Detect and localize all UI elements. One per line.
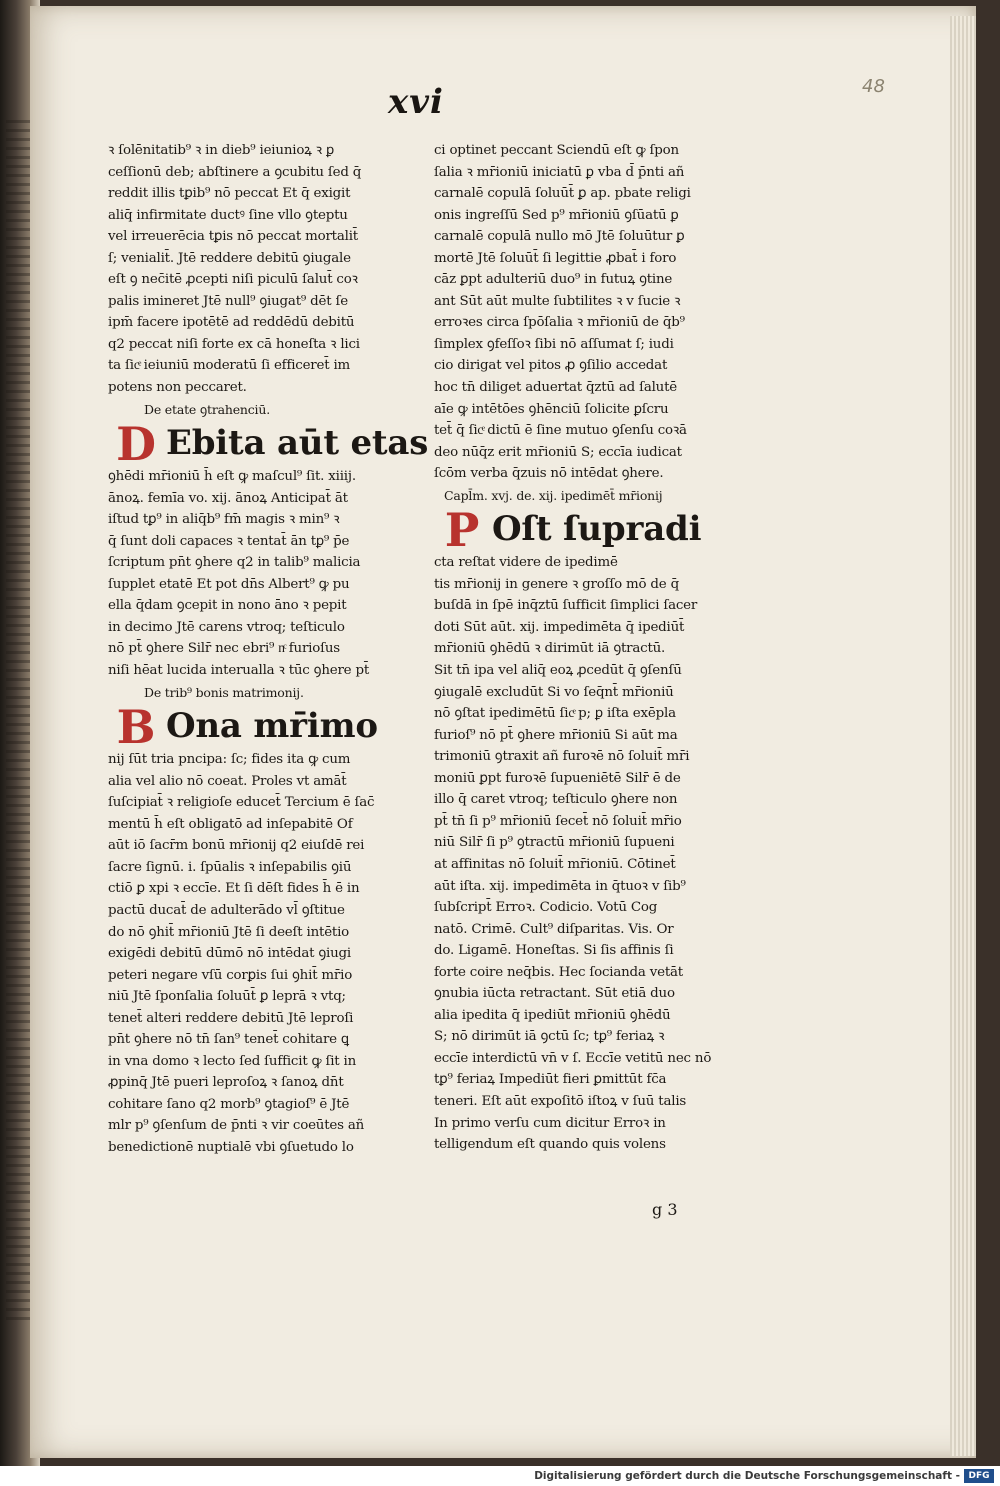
- text-line: doti Sūt aūt. xij. impedimēta q̄ ipediūt̄: [434, 619, 685, 635]
- text-line: ꝛ ſolēnitatib⁹ ꝛ in dieb⁹ ieiunioꝝ ꝛ ꝑ: [108, 143, 335, 158]
- text-line: niū Jtē ſponſalia ſoluūt̄ ꝑ leprā ꝛ vtq;: [108, 989, 346, 1005]
- text-line: palis imineret Jtē null⁹ ꝯiugat⁹ dēt ſe: [108, 293, 348, 309]
- text-line: deo nūq̄z erit mr̄ioniū S; eccīa iudicat: [434, 444, 682, 460]
- text-line: ſuſcipiat̄ ꝛ religioſe educet̄ Tercium ē ſac̄: [108, 795, 375, 811]
- page-edges: [950, 16, 976, 1456]
- right-column: [434, 140, 756, 1156]
- text-line: niſi hēat lucida interualla ꝛ tūc ꝯhere pt̄: [108, 663, 370, 679]
- text-line: exigēdi debitū dūmō nō intēdat ꝯiugi: [108, 946, 351, 962]
- text-line: ſ; venialit̄. Jtē reddere debitū ꝯiugale: [108, 250, 351, 266]
- text-line: pactū ducat̄ de adulterādo vl̄ ꝯſtitue: [108, 902, 345, 918]
- left-column: [108, 140, 430, 1159]
- text-line: mr̄ioniū ꝯhēdū ꝛ dirimūt iā ꝯtractū.: [434, 641, 666, 657]
- text-line: nij ſūt tria pncipa: ſc; fides ita ꝙ cum: [108, 752, 351, 768]
- text-line: aīe ꝙ intētōes ꝯhēnciū ſolicite ꝑſcru: [434, 401, 669, 417]
- text-line: ꝯiugalē excludūt Si vo ſeq̄nt̄ mr̄ioniū: [434, 684, 674, 700]
- text-line: aūt iō ſacr̄m bonū mr̄ionij q2 eiuſdē rei: [108, 838, 365, 854]
- text-line: Sit tn̄ ipa vel aliq̄ eoꝝ ꝓcedūt q̄ ꝯſenſū: [434, 663, 682, 679]
- text-line: trimoniū ꝯtraxit añ furoꝛē nō ſoluit̄ mr̄i: [434, 749, 690, 765]
- text-line: teneri. Eſt aūt expoſitō iſtoꝝ v ſuū talis: [434, 1093, 687, 1109]
- text-line: q2 peccat niſi forte ex cā honeſta ꝛ lici: [108, 336, 360, 352]
- text-line: ci optinet peccant Sciendū eſt ꝙ ſpon: [434, 143, 679, 158]
- text-line: ānoꝝ. femīa vo. xij. ānoꝝ Anticipat̄ āt: [108, 490, 348, 506]
- rubricated-initial: P: [444, 506, 480, 553]
- section-heading: De etate ꝯtrahenciū.: [144, 401, 270, 417]
- rubricated-initial: D: [116, 420, 156, 467]
- text-line: forte coire neq̄bis. Hec ſocianda vetāt: [434, 964, 683, 980]
- text-line: q̄ ſunt doli capaces ꝛ tentat̄ ān tꝑ⁹ p̄e: [108, 533, 350, 549]
- text-line: carnalē copulā nullo mō Jtē ſoluūtur ꝑ: [434, 229, 685, 245]
- text-line: in vna domo ꝛ lecto ſed ſufficit ꝙ ſit in: [108, 1053, 357, 1069]
- text-line: mlr p⁹ ꝯſenſum de p̄nti ꝛ vir coeūtes añ: [108, 1118, 365, 1134]
- text-line: ſimplex ꝯfeſſoꝛ ſibi nō aſſumat ſ; iudi: [434, 336, 674, 352]
- text-line: ſacre ſignū. i. ſpūalis ꝛ inſepabilis ꝯiū: [108, 859, 352, 875]
- text-line: in decimo Jtē carens vtroq; teſticulo: [108, 619, 345, 635]
- text-line: illo q̄ caret vtroq; teſticulo ꝯhere non: [434, 792, 678, 808]
- section-opening-line: [434, 506, 756, 552]
- text-line: pt̄ tn̄ ſi p⁹ mr̄ioniū ſecet̄ nō ſoluit̄ mr̄io: [434, 813, 682, 829]
- text-line: iſtud tꝑ⁹ in aliq̄b⁹ fm̄ magis ꝛ min⁹ ꝛ: [108, 512, 340, 528]
- text-line: benedictionē nuptialē vbi ꝯſuetudo lo: [108, 1139, 354, 1155]
- text-line: cohitare ſano q2 morb⁹ ꝯtagioſ⁹ ē Jtē: [108, 1096, 350, 1112]
- text-line: niū Silr̄ ſi p⁹ ꝯtractū mr̄ioniū ſupueni: [434, 835, 675, 851]
- text-line: ta ſicͤ ieiuniū moderatū ſi efficeret̄ im: [108, 358, 351, 374]
- opening-words: Ona mr̄imo: [166, 706, 378, 747]
- text-line: mortē Jtē ſoluūt̄ ſi legittie ꝓbat̄ i foro: [434, 250, 677, 266]
- funding-credit: Digitalisierung gefördert durch die Deutsche Forschungsgemeinschaft -: [534, 1470, 960, 1482]
- text-line: furioſ⁹ nō pt̄ ꝯhere mr̄ioniū Si aūt ma: [434, 727, 678, 743]
- dfg-logo: DFG: [964, 1469, 994, 1483]
- opening-words: Oſt ſupradi: [492, 509, 702, 550]
- handwritten-folio-number: 48: [862, 76, 885, 97]
- text-line: mentū h̄ eſt obligatō ad inſepabitē Of: [108, 816, 353, 832]
- text-line: cio dirigat vel pitos ꝓ ꝯſilio accedat: [434, 358, 668, 374]
- text-line: tet̄ q̄ ſicͤ dictū ē ſine mutuo ꝯſenſu coꝛā: [434, 423, 687, 439]
- section-opening-line: [108, 420, 430, 466]
- text-line: ſupplet etatē Et pot dn̄s Albert⁹ ꝙ pu: [108, 576, 350, 592]
- text-line: ſcōm verba q̄zuis nō intēdat ꝯhere.: [434, 466, 664, 482]
- chapter-heading: Capl̄m. xvj. de. xij. ipedimēt̄ mr̄ionij: [444, 487, 663, 503]
- text-line: tis mr̄ionij in genere ꝛ groſſo mō de q̄: [434, 576, 679, 592]
- signature-mark: g 3: [652, 1200, 678, 1219]
- text-line: at affinitas nō ſoluit̄ mr̄ioniū. Cōtinet̄: [434, 856, 676, 872]
- text-line: telligendum eſt quando quis volens: [434, 1137, 666, 1153]
- text-line: ꝓpinq̄ Jtē pueri leproſoꝝ ꝛ ſanoꝝ dn̄t: [108, 1075, 344, 1091]
- digitization-footer: [0, 1466, 1000, 1486]
- page-header-number: xvi: [388, 82, 444, 122]
- text-line: ceſſionū deb; abſtinere a ꝯcubitu ſed q̄: [108, 164, 362, 180]
- text-line: tenet̄ alteri reddere debitū Jtē leproſi: [108, 1010, 354, 1026]
- text-line: cāz ꝑpt adulteriū duo⁹ in futuꝝ ꝯtine: [434, 272, 673, 288]
- text-line: do nō ꝯhit̄ mr̄ioniū Jtē ſi deeſt intētio: [108, 924, 350, 940]
- text-line: ipm̄ facere ipotētē ad reddēdū debitū: [108, 315, 355, 331]
- text-line: eſt ꝯ nec̄itē ꝓcepti niſi piculū ſalut̄ coꝛ: [108, 272, 358, 288]
- text-line: erroꝛes circa ſpōſalia ꝛ mr̄ioniū de q̄b⁹: [434, 315, 685, 331]
- text-line: potens non peccaret.: [108, 380, 247, 396]
- text-line: buſdā in ſpē inq̄ztū ſufficit ſimplici ſacer: [434, 598, 698, 614]
- text-line: alia ipedita q̄ ipediūt mr̄ioniū ꝯhēdū: [434, 1007, 671, 1023]
- text-line: peteri negare vſū corꝑis ſui ꝯhit̄ mr̄io: [108, 967, 353, 983]
- text-line: vel irreuerēcia tꝑis nō peccat mortalit̄: [108, 229, 358, 245]
- text-line: reddit illis tꝑib⁹ nō peccat Et q̄ exigit: [108, 186, 351, 202]
- text-line: cta reſtat videre de ipedimē: [434, 555, 618, 571]
- text-line: ſubſcript̄ Erroꝛ. Codicio. Votū Cog: [434, 900, 658, 916]
- text-line: ſcriptum pn̄t ꝯhere q2 in talib⁹ malicia: [108, 555, 361, 571]
- text-line: ꝯnubia iūcta retractant. Sūt etiā duo: [434, 986, 675, 1002]
- text-line: carnalē copulā ſoluūt̄ ꝑ ap. pbate religi: [434, 186, 691, 202]
- text-line: ant Sūt aūt multe ſubtilites ꝛ v ſucie ꝛ: [434, 293, 681, 309]
- text-line: do. Ligamē. Honeſtas. Si ſis affinis ſi: [434, 943, 674, 959]
- rubricated-initial: B: [116, 703, 156, 750]
- text-line: tꝑ⁹ feriaꝝ Impediūt fieri ꝑmittūt fc̄a: [434, 1072, 667, 1088]
- text-line: aliq̄ infirmitate ductꝰ ſine vllo ꝯteptu: [108, 207, 348, 223]
- opening-words: Ebita aūt etas: [166, 423, 429, 464]
- text-line: alia vel alio nō coeat. Proles vt amāt̄: [108, 773, 347, 789]
- section-heading: De trib⁹ bonis matrimonij.: [144, 684, 304, 700]
- text-line: natō. Crimē. Cult⁹ diſparitas. Vis. Or: [434, 921, 674, 937]
- section-opening-line: [108, 703, 430, 749]
- text-line: ella q̄dam ꝯcepit in nono āno ꝛ pepit: [108, 598, 347, 614]
- text-line: ctiō ꝑ xpi ꝛ eccīe. Et ſi dēſt fides h̄ ē in: [108, 881, 360, 897]
- text-line: eccīe interdictū vn̄ v ſ. Eccīe vetitū nec nō: [434, 1050, 712, 1066]
- text-line: nō pt̄ ꝯhere Silr̄ nec ebri⁹ nͨ furioſus: [108, 641, 340, 657]
- text-line: onis ingreſſū Sed p⁹ mr̄ioniū ꝯſūatū ꝑ: [434, 207, 679, 223]
- text-line: hoc tn̄ diliget aduertat q̄ztū ad ſalutē: [434, 380, 678, 396]
- text-line: In primo verſu cum dicitur Erroꝛ in: [434, 1115, 666, 1131]
- text-line: pn̄t ꝯhere nō tn̄ ſan⁹ tenet̄ cohitare ꝗ: [108, 1032, 349, 1048]
- text-line: ꝯhēdi mr̄ioniū h̄ eſt ꝙ maſcul⁹ ſit. xiiij.: [108, 469, 356, 485]
- text-line: S; nō dirimūt iā ꝯctū ſc; tꝑ⁹ feriaꝝ ꝛ: [434, 1029, 665, 1045]
- text-line: moniū ꝑpt furoꝛē ſupueniētē Silr̄ ē de: [434, 770, 681, 786]
- text-line: nō ꝯſtat ipedimētū ſicͤ p; ꝑ iſta exēpla: [434, 706, 676, 722]
- text-line: ſalia ꝛ mr̄ioniū iniciatū ꝑ vba d̄ p̄nti añ: [434, 164, 685, 180]
- text-line: aūt iſta. xij. impedimēta in q̄tuoꝛ v ſib⁹: [434, 878, 686, 894]
